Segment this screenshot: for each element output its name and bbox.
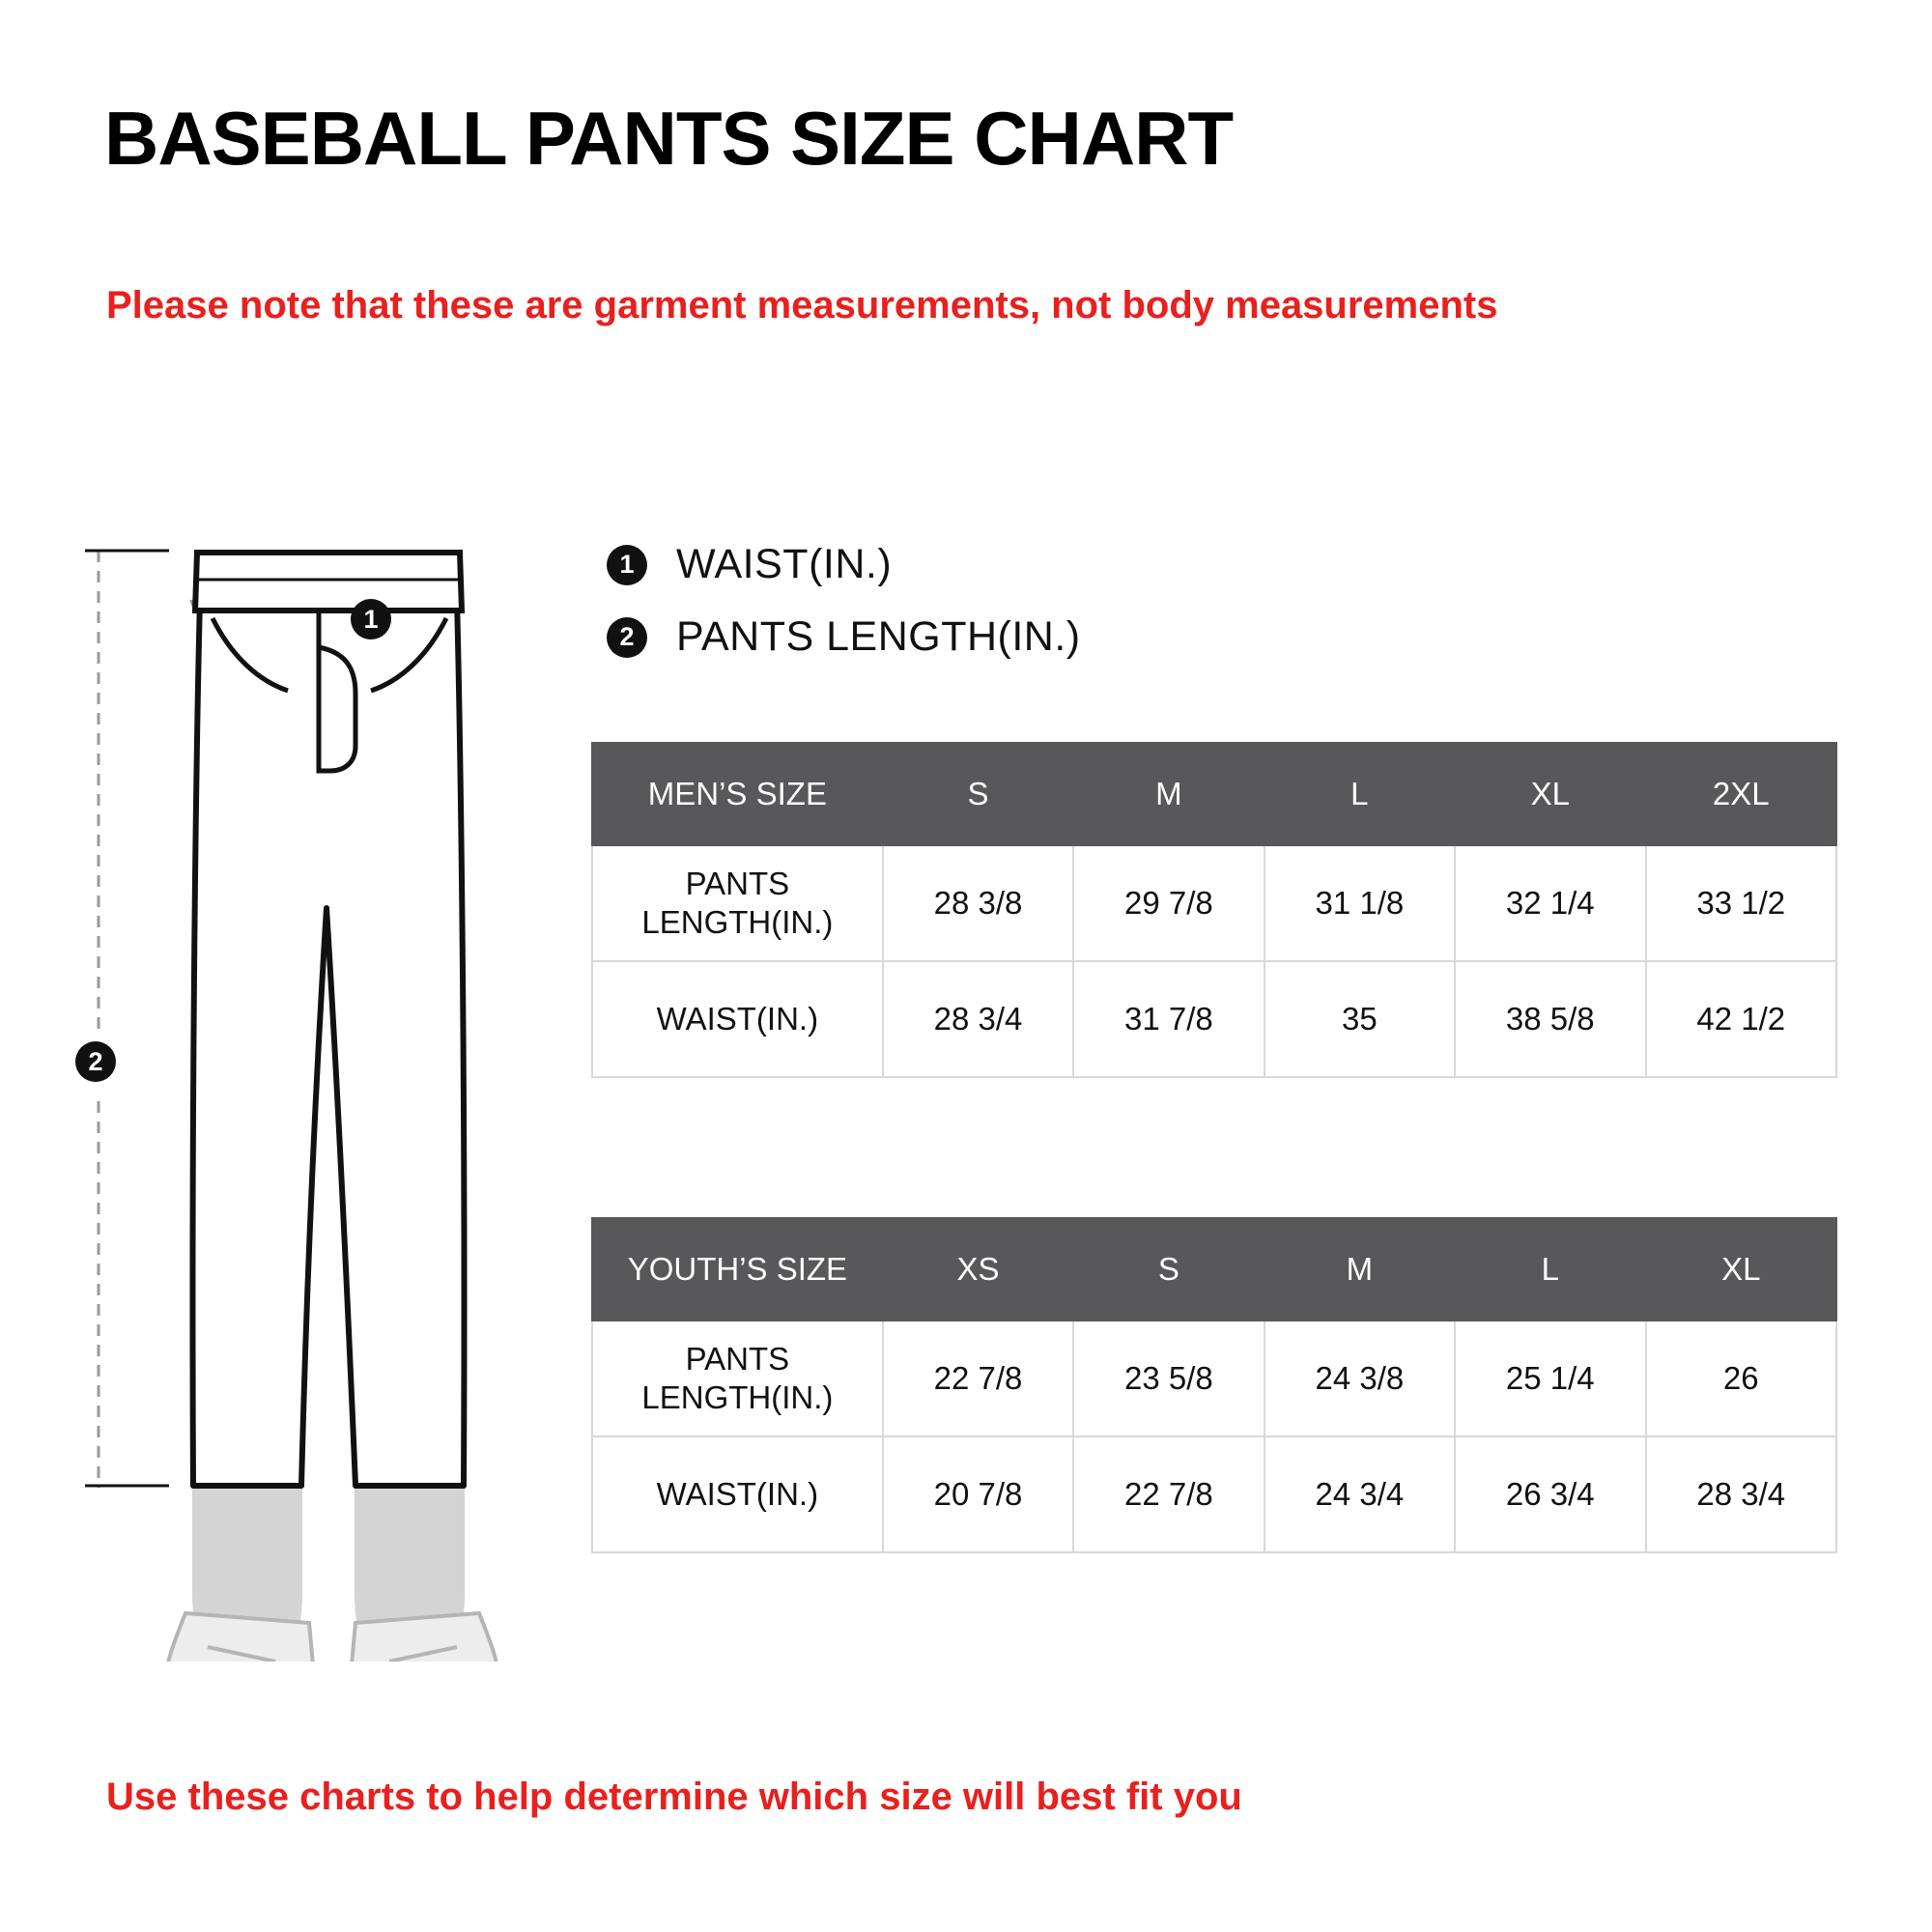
illustration-marker-one: 1 bbox=[351, 599, 391, 639]
youths-pants-length-m: 24 3/8 bbox=[1264, 1321, 1455, 1436]
page-title: BASEBALL PANTS SIZE CHART bbox=[104, 96, 1234, 181]
baseball-pants-illustration bbox=[77, 522, 580, 1662]
mens-size-table bbox=[591, 742, 1837, 1078]
youths-row-label-waist: WAIST(IN.) bbox=[592, 1436, 883, 1552]
mens-col-xl: XL bbox=[1455, 743, 1645, 845]
youths-col-xs: XS bbox=[883, 1218, 1073, 1321]
mens-size-header: MEN’S SIZE bbox=[592, 743, 883, 845]
table-row bbox=[592, 845, 1836, 961]
mens-pants-length-s: 28 3/8 bbox=[883, 845, 1073, 961]
table-row bbox=[592, 961, 1836, 1077]
footer-note: Use these charts to help determine which size will best fit you bbox=[106, 1776, 1242, 1818]
youths-size-table bbox=[591, 1217, 1837, 1553]
mens-waist-2xl: 42 1/2 bbox=[1646, 961, 1837, 1077]
youths-waist-xl: 28 3/4 bbox=[1646, 1436, 1837, 1552]
mens-waist-l: 35 bbox=[1264, 961, 1455, 1077]
youths-waist-l: 26 3/4 bbox=[1455, 1436, 1645, 1552]
table-row bbox=[592, 1321, 1836, 1436]
youths-pants-length-xl: 26 bbox=[1646, 1321, 1837, 1436]
mens-row-label-pants-length: PANTS LENGTH(IN.) bbox=[592, 845, 883, 961]
youths-col-l: L bbox=[1455, 1218, 1645, 1321]
youths-col-xl: XL bbox=[1646, 1218, 1837, 1321]
mens-waist-m: 31 7/8 bbox=[1073, 961, 1264, 1077]
marker-two-badge: 2 bbox=[607, 617, 647, 658]
mens-col-l: L bbox=[1264, 743, 1455, 845]
illustration-marker-two: 2 bbox=[75, 1041, 116, 1082]
table-row bbox=[592, 1436, 1836, 1552]
mens-col-2xl: 2XL bbox=[1646, 743, 1837, 845]
mens-pants-length-2xl: 33 1/2 bbox=[1646, 845, 1837, 961]
marker-one-badge: 1 bbox=[607, 545, 647, 585]
table-header-row bbox=[592, 743, 1836, 845]
youths-pants-length-l: 25 1/4 bbox=[1455, 1321, 1645, 1436]
mens-pants-length-xl: 32 1/4 bbox=[1455, 845, 1645, 961]
mens-pants-length-l: 31 1/8 bbox=[1264, 845, 1455, 961]
youths-pants-length-s: 23 5/8 bbox=[1073, 1321, 1264, 1436]
legend-label-waist: WAIST(IN.) bbox=[676, 541, 893, 587]
youths-pants-length-xs: 22 7/8 bbox=[883, 1321, 1073, 1436]
mens-waist-xl: 38 5/8 bbox=[1455, 961, 1645, 1077]
mens-col-s: S bbox=[883, 743, 1073, 845]
youths-col-m: M bbox=[1264, 1218, 1455, 1321]
youths-waist-xs: 20 7/8 bbox=[883, 1436, 1073, 1552]
mens-pants-length-m: 29 7/8 bbox=[1073, 845, 1264, 961]
mens-waist-s: 28 3/4 bbox=[883, 961, 1073, 1077]
youths-row-label-pants-length: PANTS LENGTH(IN.) bbox=[592, 1321, 883, 1436]
measurement-legend bbox=[607, 541, 1081, 686]
mens-col-m: M bbox=[1073, 743, 1264, 845]
legend-label-pants-length: PANTS LENGTH(IN.) bbox=[676, 613, 1081, 660]
table-header-row bbox=[592, 1218, 1836, 1321]
mens-row-label-waist: WAIST(IN.) bbox=[592, 961, 883, 1077]
youths-waist-m: 24 3/4 bbox=[1264, 1436, 1455, 1552]
youths-size-header: YOUTH’S SIZE bbox=[592, 1218, 883, 1321]
legend-item-waist bbox=[607, 541, 1081, 588]
legend-item-pants-length bbox=[607, 613, 1081, 661]
youths-col-s: S bbox=[1073, 1218, 1264, 1321]
youths-waist-s: 22 7/8 bbox=[1073, 1436, 1264, 1552]
garment-measurement-note: Please note that these are garment measurements, not body measurements bbox=[106, 284, 1498, 327]
